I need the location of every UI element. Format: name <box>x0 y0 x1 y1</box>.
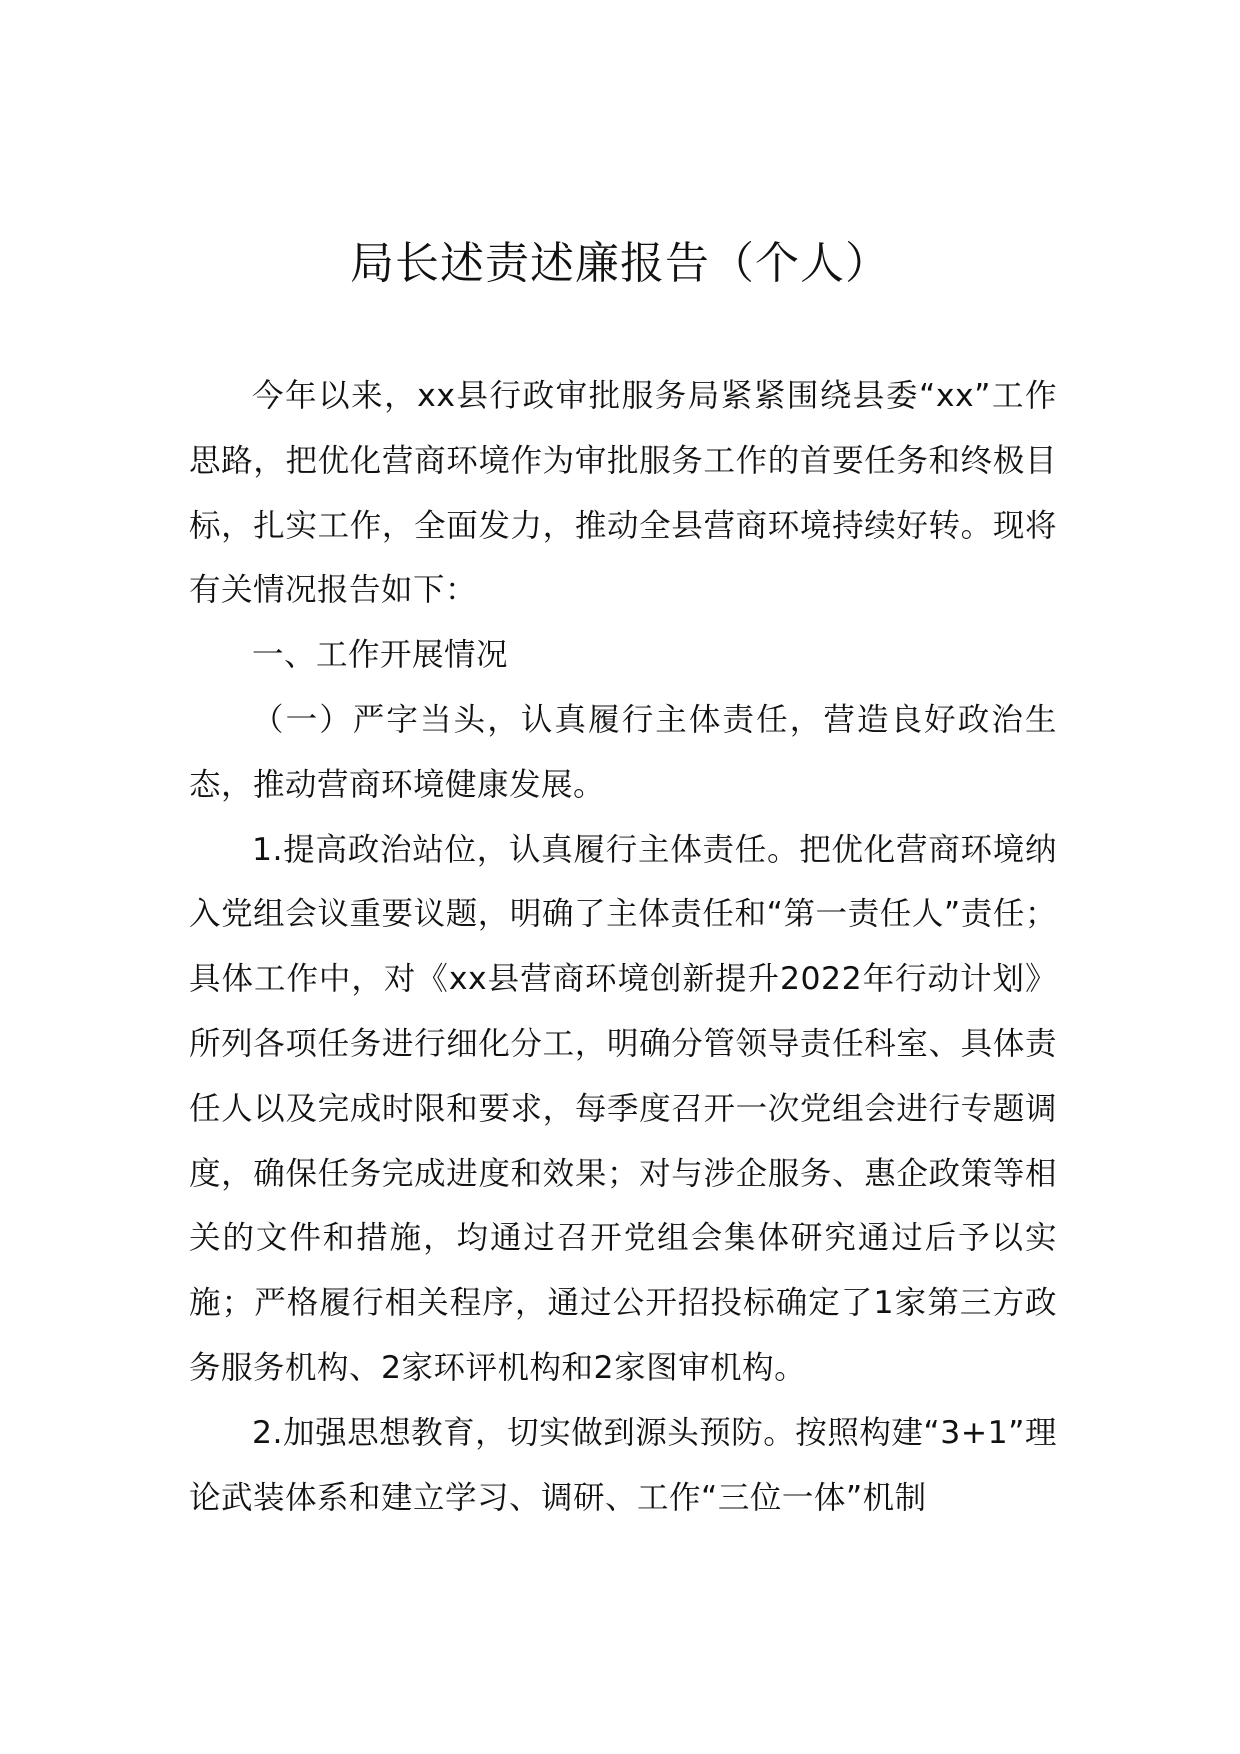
section-heading-1: 一、工作开展情况 <box>252 637 509 674</box>
body-paragraph-2: 2.加强思想教育，切实做到源头预防。按照构建“3+1”理论武装体系和建立学习、调研、工作“三位一体”机制 <box>189 1414 1057 1516</box>
document-title: 局长述责述廉报告（个人） <box>350 238 890 289</box>
body-paragraph-1: 1.提高政治站位，认真履行主体责任。把优化营商环境纳入党组会议重要议题，明确了主体责任和“第一责任人”责任；具体工作中，对《xx县营商环境创新提升2022年行动计划》所列各项任务进行细化分工，明确分管领导责任科室、具体责任人以及完成时限和要求，每季度召开一次党组会进行专题调度，确保任务完成进度和效果；对与涉企服务、惠企政策等相关的文件和措施，均通过召开党组会集体研究通过后予以实施；严格履行相关程序，通过公开招投标确定了1家第三方政务服务机构、2家环评机构和2家图审机构。 <box>189 831 1057 1386</box>
subsection-heading-1: （一）严字当头，认真履行主体责任，营造良好政治生态，推动营商环境健康发展。 <box>189 701 1057 803</box>
document-body <box>189 364 1057 1530</box>
intro-paragraph: 今年以来，xx县行政审批服务局紧紧围绕县委“xx”工作思路，把优化营商环境作为审批服务工作的首要任务和终极目标，扎实工作，全面发力，推动全县营商环境持续好转。现将有关情况报告如下： <box>189 378 1057 609</box>
